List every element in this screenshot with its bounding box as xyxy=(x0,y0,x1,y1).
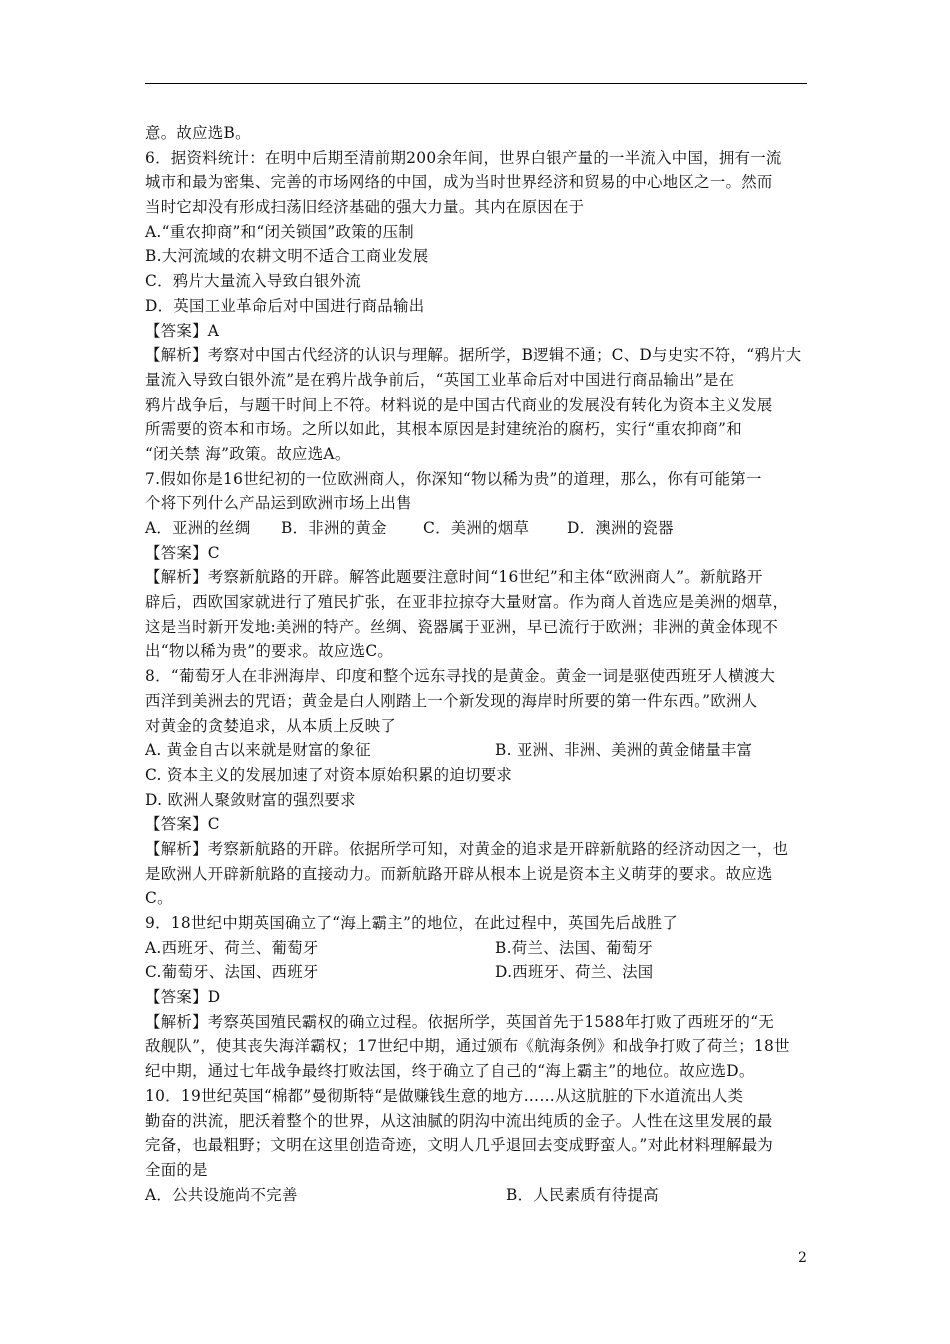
option-d: D.西班牙、荷兰、法国 xyxy=(495,963,654,982)
text-line: 6．据资料统计：在明中后期至清前期200余年间，世界白银产量的一半流入中国，拥有一流 xyxy=(145,148,782,167)
text-line: 【答案】C xyxy=(145,815,220,834)
text-line: 敌舰队”，使其丧失海洋霸权；17世纪中期，通过颁布《航海条例》和战争打败了荷兰；18世 xyxy=(145,1037,790,1056)
header-rule xyxy=(145,83,807,84)
text-line: 9．18世纪中期英国确立了“海上霸主”的地位，在此过程中，英国先后战胜了 xyxy=(145,914,679,932)
text-line: 是欧洲人开辟新航路的直接动力。而新航路开辟从根本上说是资本主义萌芽的要求。故应选 xyxy=(145,864,773,883)
text-line: 意。故应选B。 xyxy=(145,124,251,142)
q10-options-row xyxy=(145,1183,813,1208)
option-d: D．澳洲的瓷器 xyxy=(567,519,674,537)
text-line: 【解析】考察对中国古代经济的认识与理解。据所学，B逻辑不通；C、D与史实不符，“鸦片大 xyxy=(145,346,802,365)
text-line: 辟后，西欧国家就进行了殖民扩张，在亚非拉掠夺大量财富。作为商人首选应是美洲的烟草， xyxy=(145,593,789,612)
option-c: C.葡萄牙、法国、西班牙 xyxy=(145,963,319,982)
text-line: C. 资本主义的发展加速了对资本原始积累的迫切要求 xyxy=(145,765,513,784)
text-line: 这是当时新开发地:美洲的特产。丝绸、瓷器属于亚洲，早已流行于欧洲；非洲的黄金体现不 xyxy=(145,617,779,636)
document-body xyxy=(145,121,813,1207)
text-line: 对黄金的贪婪追求，从本质上反映了 xyxy=(145,716,397,735)
text-line: 8．“葡萄牙人在非洲海岸、印度和整个远东寻找的是黄金。黄金一词是驱使西班牙人横渡大 xyxy=(145,667,776,686)
text-line: 西洋到美洲去的咒语；黄金是白人刚踏上一个新发现的海岸时所要的第一件东西。”欧洲人 xyxy=(145,691,758,710)
text-block xyxy=(145,763,813,936)
text-line: 【解析】考察新航路的开辟。依据所学可知，对黄金的追求是开辟新航路的经济动因之一，也 xyxy=(145,839,789,858)
text-line: 完备，也最粗野；文明在这里创造奇迹，文明人几乎退回去变成野蛮人。”对此材料理解最为 xyxy=(145,1136,774,1155)
text-line: B.大河流域的农耕文明不适合工商业发展 xyxy=(145,247,429,266)
option-b: B.荷兰、法国、葡萄牙 xyxy=(495,938,654,957)
page-number: 2 xyxy=(798,1250,807,1266)
text-line: 量流入导致白银外流”是在鸦片战争前后，“英国工业革命后对中国进行商品输出”是在 xyxy=(145,370,735,389)
text-block xyxy=(145,121,813,516)
text-line: “闭关禁 海”政策。故应选A。 xyxy=(145,444,351,463)
text-line: C。 xyxy=(145,889,173,908)
text-line: 勤奋的洪流，肥沃着整个的世界，从这油腻的阴沟中流出纯质的金子。人性在这里发展的最 xyxy=(145,1111,773,1130)
option-a: A．公共设施尚不完善 xyxy=(145,1185,298,1204)
text-line: 7.假如你是16世纪初的一位欧洲商人，你深知“物以稀为贵”的道理，那么，你有可能第一 xyxy=(145,469,762,488)
text-line: 当时它却没有形成扫荡旧经济基础的强大力量。其内在原因在于 xyxy=(145,198,585,217)
text-line: 【解析】考察新航路的开辟。解答此题要注意时间“16世纪”和主体“欧洲商人”。新航路开 xyxy=(145,568,763,587)
option-a: A. 黄金自古以来就是财富的象征 xyxy=(145,741,371,760)
q9-options-row-1 xyxy=(145,936,813,961)
option-b: B．人民素质有待提高 xyxy=(506,1185,659,1204)
text-line: 【答案】C xyxy=(145,543,220,562)
text-line: 【答案】A xyxy=(145,321,220,340)
text-block xyxy=(145,541,813,739)
q9-options-row-2 xyxy=(145,960,813,985)
text-line: 鸦片战争后，与题干时间上不符。材料说的是中国古代商业的发展没有转化为资本主义发展 xyxy=(145,395,773,414)
option-c: C．美洲的烟草 xyxy=(423,519,530,537)
text-line: D．英国工业革命后对中国进行商品输出 xyxy=(145,296,425,315)
text-line: D. 欧洲人聚敛财富的强烈要求 xyxy=(145,790,356,809)
text-block xyxy=(145,985,813,1183)
option-b: B．非洲的黄金 xyxy=(281,519,387,537)
text-line: 个将下列什么产品运到欧洲市场上出售 xyxy=(145,494,412,513)
text-line: 10．19世纪英国“棉都”曼彻斯特“是做赚钱生意的地方……从这肮脏的下水道流出人类 xyxy=(145,1086,744,1105)
q7-options xyxy=(145,516,813,541)
option-a: A.西班牙、荷兰、葡萄牙 xyxy=(145,938,319,957)
text-line: 出“物以稀为贵”的要求。故应选C。 xyxy=(145,642,394,661)
text-line: 全面的是 xyxy=(145,1160,208,1179)
option-b: B. 亚洲、非洲、美洲的黄金储量丰富 xyxy=(495,741,753,760)
text-line: 【答案】D xyxy=(145,988,221,1007)
text-line: C．鸦片大量流入导致白银外流 xyxy=(145,272,362,291)
text-line: 所需要的资本和市场。之所以如此，其根本原因是封建统治的腐朽，实行“重农抑商”和 xyxy=(145,420,742,439)
text-line: A.“重农抑商”和“闭关锁国”政策的压制 xyxy=(145,222,414,241)
text-line: 【解析】考察英国殖民霸权的确立过程。依据所学，英国首先于1588年打败了西班牙的“无 xyxy=(145,1012,775,1031)
q8-options-row xyxy=(145,738,813,763)
text-line: 纪中期，通过七年战争最终打败法国，终于确立了自己的“海上霸主”的地位。故应选D。 xyxy=(145,1062,755,1081)
option-a: A．亚洲的丝绸 xyxy=(145,519,251,537)
text-line: 城市和最为密集、完善的市场网络的中国，成为当时世界经济和贸易的中心地区之一。然而 xyxy=(145,173,773,192)
